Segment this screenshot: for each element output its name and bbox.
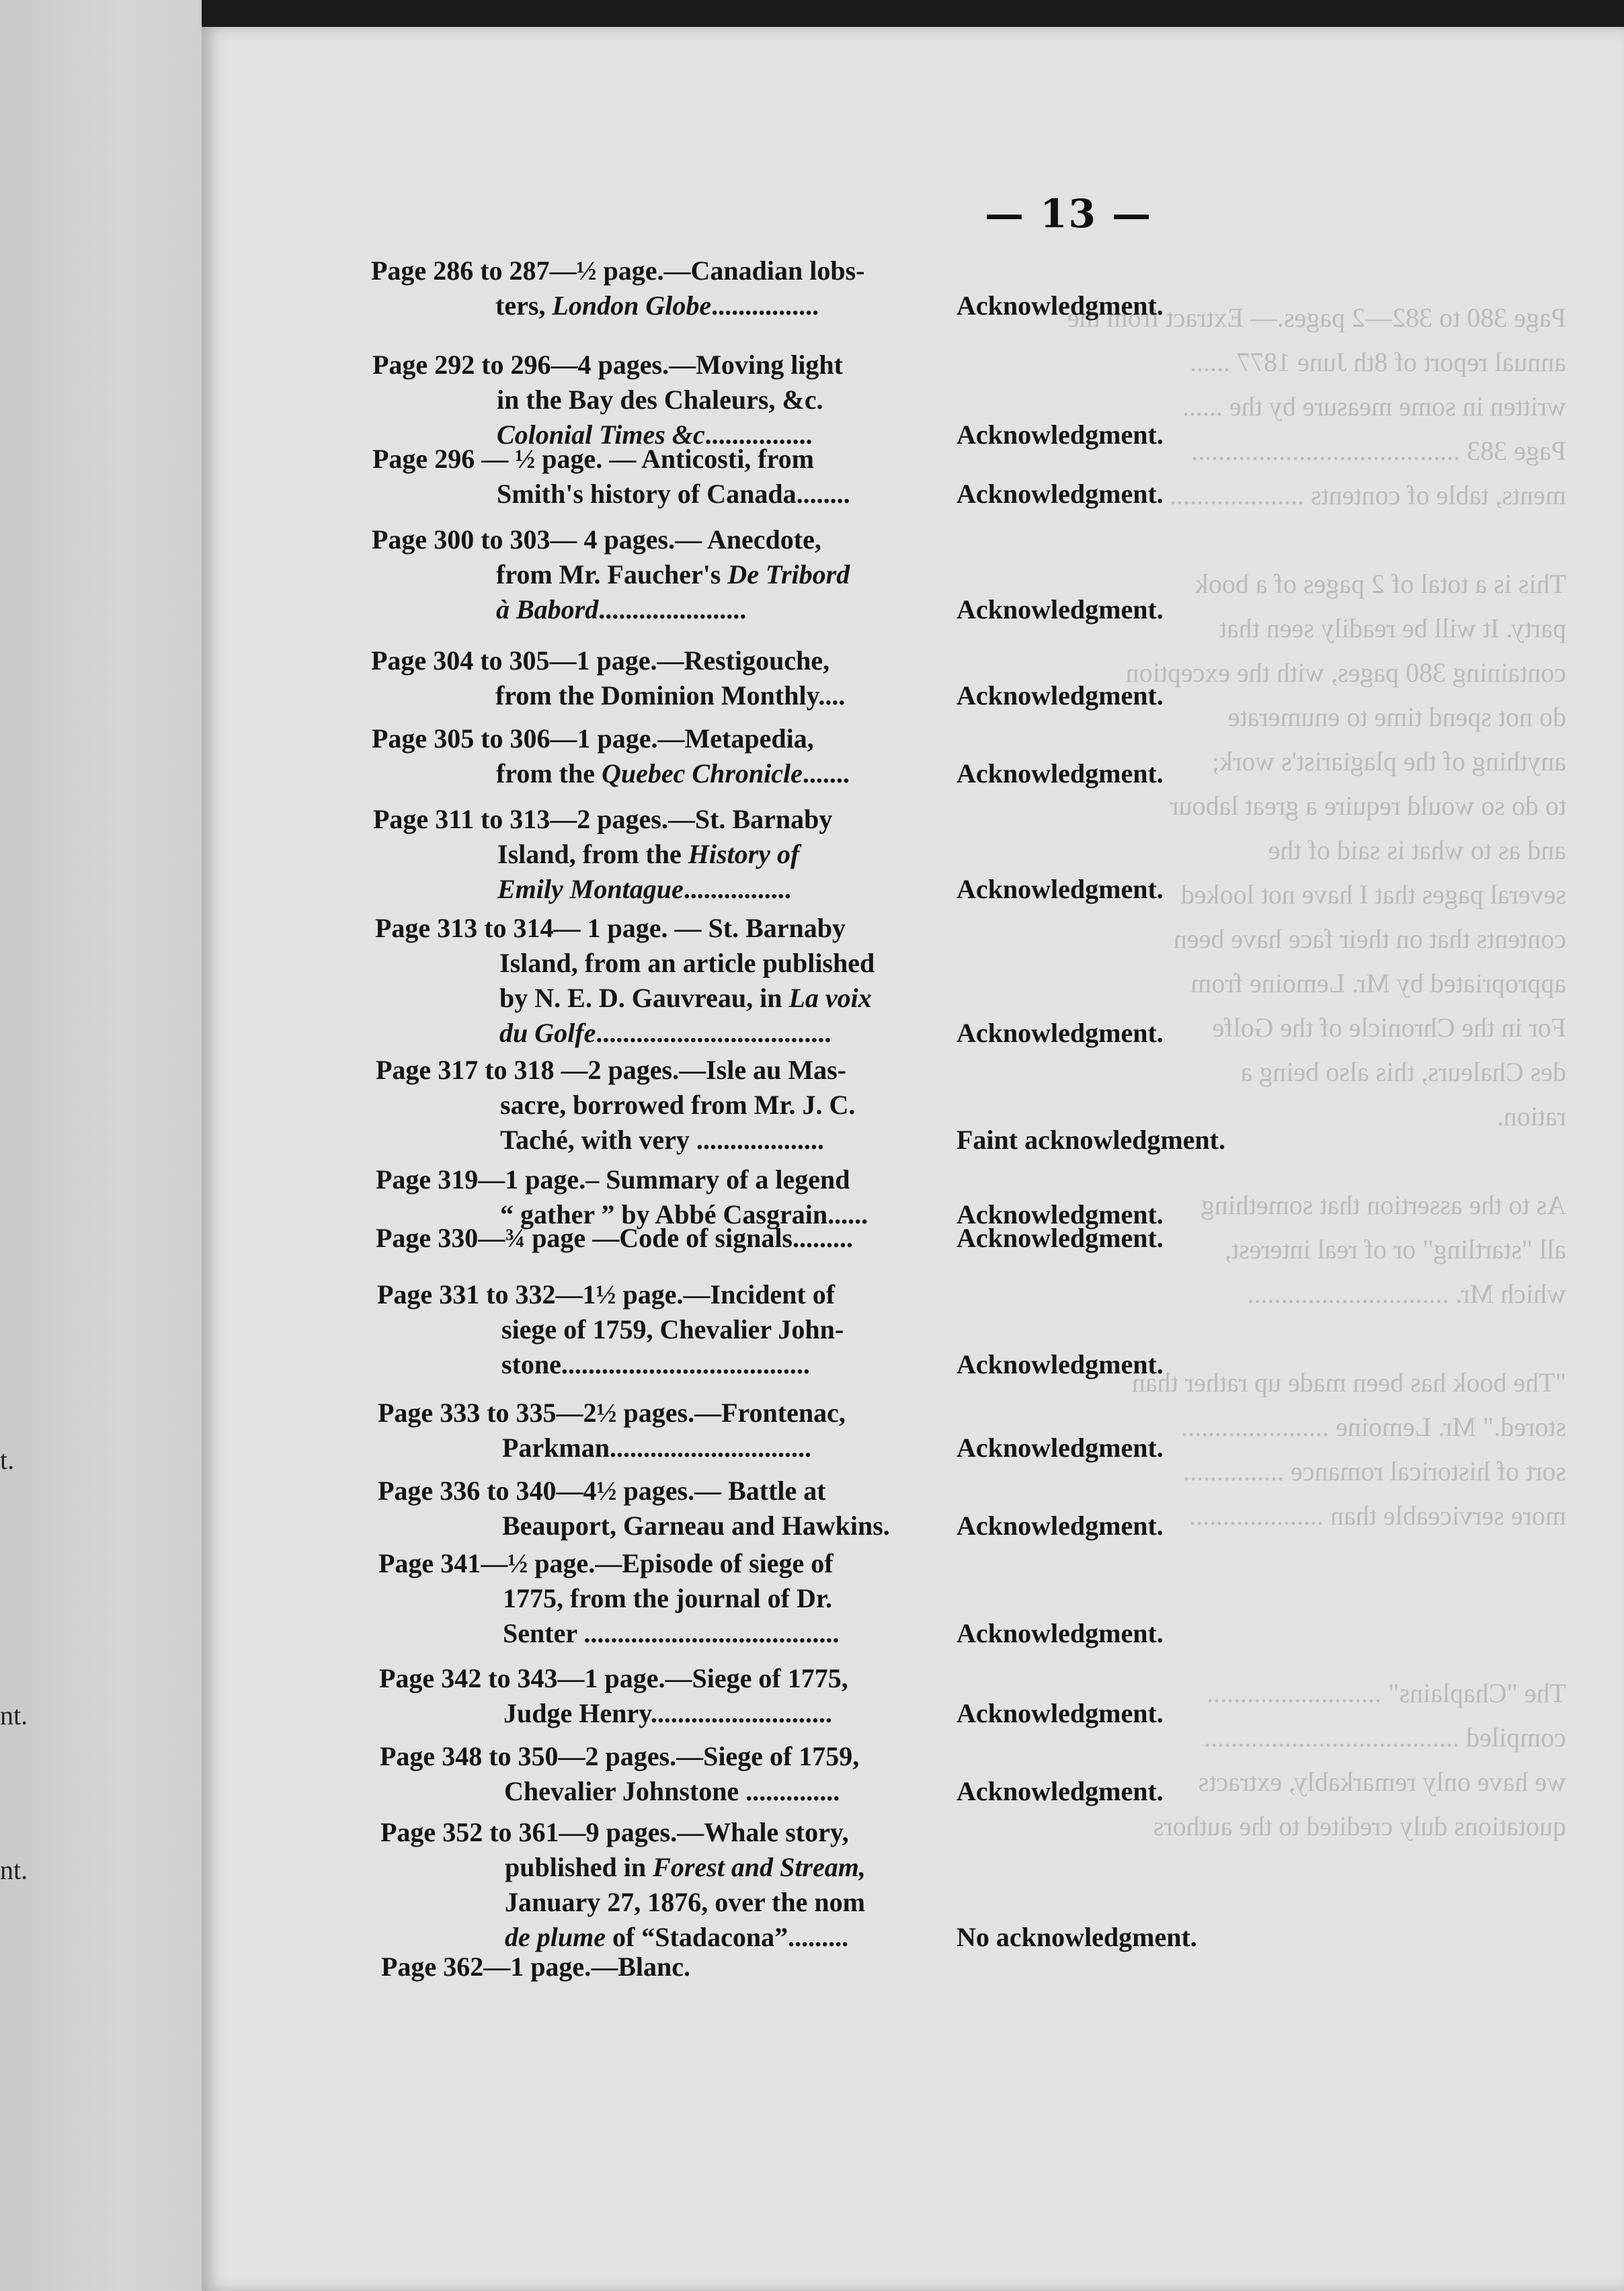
acknowledgment-status: Acknowledgment. — [957, 1349, 1164, 1379]
entry-continuation-line — [372, 756, 1447, 791]
entry-text: Page 319—1 page.– Summary of a legend — [376, 1164, 850, 1195]
list-entry — [379, 1661, 1455, 1731]
list-entry — [380, 1739, 1455, 1809]
entry-continuation-line — [375, 981, 1451, 1016]
entry-text: Page 296 — ½ page. — Anticosti, from — [372, 444, 814, 474]
entry-text: Page 352 to 361—9 pages.—Whale story, — [380, 1817, 849, 1847]
entry-text: Page 304 to 305—1 page.—Restigouche, — [371, 645, 830, 676]
acknowledgment-status: Faint acknowledgment. — [957, 1125, 1225, 1155]
italic-title: La voix — [788, 983, 872, 1013]
entry-text: Page 311 to 313—2 pages.—St. Barnaby — [373, 804, 833, 834]
entry-heading-line — [376, 1053, 1451, 1088]
entry-continuation-line — [379, 1696, 1455, 1731]
entry-continuation-line — [378, 1581, 1454, 1616]
entry-continuation-line — [373, 837, 1449, 872]
plagiarism-list — [202, 27, 1624, 2291]
entry-text — [495, 288, 819, 323]
entry-heading-line — [372, 522, 1447, 557]
entry-text — [503, 1696, 832, 1731]
italic-title: Colonial Times &c — [497, 419, 705, 450]
list-entry — [372, 442, 1448, 512]
entry-heading-line — [372, 721, 1447, 756]
entry-text: Island, from an article published — [499, 948, 875, 978]
text-run: from the Dominion Monthly.... — [495, 680, 846, 711]
entry-continuation-line — [372, 557, 1447, 592]
entry-heading-line — [376, 1162, 1451, 1197]
entry-text: Page 362—1 page.—Blanc. — [381, 1952, 690, 1982]
acknowledgment-status: Acknowledgment. — [957, 1199, 1164, 1230]
text-run: ....... — [802, 758, 850, 789]
entry-text — [496, 592, 746, 627]
entry-text — [499, 1016, 831, 1051]
text-run: Chevalier Johnstone .............. — [504, 1776, 840, 1806]
text-run: Smith's history of Canada........ — [497, 479, 850, 509]
entry-heading-line — [373, 802, 1449, 837]
entry-heading-line — [371, 643, 1447, 678]
entry-continuation-line — [373, 872, 1449, 907]
entry-text — [499, 981, 872, 1016]
entry-heading-line — [378, 1474, 1453, 1509]
entry-text — [502, 1509, 890, 1543]
entry-continuation-line — [378, 1509, 1453, 1543]
acknowledgment-status: Acknowledgment. — [957, 1511, 1164, 1541]
acknowledgment-status: Acknowledgment. — [957, 594, 1164, 625]
italic-title: Emily Montague — [497, 874, 684, 904]
list-entry — [378, 1546, 1454, 1651]
text-run: Judge Henry........................... — [503, 1698, 832, 1728]
entry-text — [497, 477, 850, 512]
entry-continuation-line — [371, 678, 1447, 713]
entry-text: Page 305 to 306—1 page.—Metapedia, — [372, 723, 814, 754]
entry-continuation-line — [378, 1431, 1453, 1465]
italic-title: London Globe — [552, 290, 712, 321]
entry-text: Page 292 to 296—4 pages.—Moving light — [372, 350, 843, 380]
entry-continuation-line — [375, 1016, 1451, 1051]
entry-heading-line — [377, 1277, 1453, 1312]
entry-continuation-line — [380, 1774, 1455, 1809]
acknowledgment-status: Acknowledgment. — [957, 1018, 1164, 1048]
facing-page-fragment: t. — [0, 1445, 15, 1475]
text-run: Beauport, Garneau and Hawkins. — [502, 1511, 890, 1541]
italic-title: De Tribord — [727, 559, 850, 590]
entry-text: Page 313 to 314— 1 page. — St. Barnaby — [375, 913, 846, 943]
list-entry — [377, 1277, 1453, 1382]
text-run: “ gather ” by Abbé Casgrain...... — [500, 1199, 868, 1230]
entry-text: Page 342 to 343—1 page.—Siege of 1775, — [379, 1663, 848, 1693]
entry-text: Page 317 to 318 —2 pages.—Isle au Mas- — [376, 1055, 846, 1085]
entry-continuation-line — [376, 1088, 1451, 1123]
entry-text — [501, 1347, 810, 1382]
text-run: published in — [505, 1852, 653, 1882]
entry-heading-line — [375, 911, 1451, 946]
list-entry — [375, 911, 1451, 1051]
entry-text — [505, 1850, 866, 1885]
entry-heading-line — [379, 1661, 1455, 1696]
entry-continuation-line — [377, 1312, 1453, 1347]
acknowledgment-status: Acknowledgment. — [957, 1776, 1164, 1806]
entry-text: Page 336 to 340—4½ pages.— Battle at — [378, 1476, 826, 1506]
italic-title: de plume — [505, 1922, 606, 1952]
entry-heading-line — [371, 253, 1447, 288]
text-run: Parkman.............................. — [502, 1433, 811, 1463]
entry-continuation-line — [372, 477, 1448, 512]
entry-heading-line — [372, 348, 1448, 383]
text-run: ................................... — [596, 1018, 831, 1048]
text-run: Page 330—¾ page —Code of signals......... — [376, 1223, 853, 1253]
entry-continuation-line — [371, 288, 1447, 323]
text-run: Senter ...................................... — [503, 1618, 840, 1648]
acknowledgment-status: Acknowledgment. — [957, 874, 1164, 904]
entry-heading-line — [378, 1396, 1453, 1431]
entry-text — [496, 557, 850, 592]
entry-continuation-line — [380, 1850, 1456, 1885]
entry-text: January 27, 1876, over the nom — [505, 1887, 865, 1917]
acknowledgment-status: Acknowledgment. — [957, 290, 1164, 321]
text-run: by N. E. D. Gauvreau, in — [499, 983, 789, 1013]
text-run: Island, from the — [497, 839, 688, 869]
entry-text — [495, 678, 845, 713]
text-run: ters, — [495, 290, 553, 321]
entry-text — [497, 837, 799, 872]
acknowledgment-status: Acknowledgment. — [957, 1618, 1164, 1648]
bleed-through-text: Page 380 to 382—2 pages.— Extract from the annual report of 8th June 1877 ...... written in some measure by the ...... Page 383 ........................................ ments, table of contents .................... This is a total of 2 pages of a book party. It will be readily seen that containing 380 pages, with the exception do not spend time to enumerate anything of the plagiarist's work; to do so would require a great labour and as to what is said of the several pages that I have not looked contents that on their face have been appropriated by Mr. Lemoine from For in the Chronicle of the Golfe des Chaleurs, this also being a ration. As to the assertion that something all "startling" or of real interest, which Mr. .............................. "The book has been made up rather than stored." Mr. Lemoine ...................... sort of historical romance ............... more serviceable than .................... The "Chaplains" .......................... compiled ...................................... we have only remarkably, extracts quotations duly credited to the authors — [1067, 303, 1566, 1841]
acknowledgment-status: No acknowledgment. — [957, 1922, 1197, 1952]
list-entry — [372, 721, 1447, 791]
entry-text — [497, 872, 791, 907]
entry-continuation-line — [372, 592, 1447, 627]
list-entry — [371, 253, 1447, 323]
text-run: ................ — [711, 290, 819, 321]
list-entry — [373, 802, 1449, 907]
entry-text — [502, 1431, 811, 1465]
entry-continuation-line — [380, 1885, 1456, 1920]
acknowledgment-status: Acknowledgment. — [957, 1223, 1164, 1253]
entry-text: Page 333 to 335—2½ pages.—Frontenac, — [378, 1398, 846, 1428]
entry-text — [496, 756, 850, 791]
list-entry — [381, 1950, 1457, 1984]
text-run: from Mr. Faucher's — [496, 559, 728, 590]
entry-continuation-line — [376, 1123, 1451, 1158]
entry-text: Page 341—½ page.—Episode of siege of — [378, 1548, 834, 1578]
entry-heading-line — [372, 442, 1448, 477]
italic-title: du Golfe — [499, 1018, 596, 1048]
facing-page-edge — [0, 0, 202, 2291]
acknowledgment-status: Acknowledgment. — [957, 680, 1164, 711]
entry-heading-line — [378, 1546, 1454, 1581]
entry-heading-line — [381, 1950, 1457, 1984]
entry-text: sacre, borrowed from Mr. J. C. — [500, 1090, 856, 1120]
acknowledgment-status: Acknowledgment. — [957, 479, 1164, 509]
entry-text: siege of 1759, Chevalier John- — [501, 1314, 844, 1344]
page-number: — 13 — — [985, 191, 1153, 237]
entry-text — [503, 1616, 839, 1651]
entry-text: Page 286 to 287—½ page.—Canadian lobs- — [371, 255, 865, 286]
text-run: stone..................................... — [501, 1349, 810, 1379]
text-run: of “Stadacona”......... — [605, 1922, 849, 1952]
entry-continuation-line — [372, 383, 1448, 417]
text-run: ...................... — [598, 594, 747, 625]
entry-heading-line — [376, 1221, 1451, 1256]
facing-page-fragment: nt. — [0, 1855, 28, 1885]
list-entry — [378, 1396, 1453, 1465]
italic-title: Forest and Stream, — [653, 1852, 866, 1882]
facing-page-fragment: nt. — [0, 1700, 28, 1730]
italic-title: Quebec Chronicle — [602, 758, 803, 789]
list-entry — [378, 1474, 1453, 1543]
text-run: Taché, with very ................... — [500, 1125, 824, 1155]
entry-continuation-line — [377, 1347, 1453, 1382]
list-entry — [376, 1053, 1451, 1158]
text-run: ................ — [683, 874, 791, 904]
text-run: ................ — [704, 419, 813, 450]
acknowledgment-status: Acknowledgment. — [957, 758, 1164, 789]
entry-text: 1775, from the journal of Dr. — [503, 1583, 832, 1613]
document-page — [202, 27, 1624, 2291]
entry-text: Page 300 to 303— 4 pages.— Anecdote, — [372, 524, 821, 555]
entry-continuation-line — [375, 946, 1451, 981]
list-entry — [380, 1815, 1456, 1955]
acknowledgment-status: Acknowledgment. — [957, 419, 1164, 450]
acknowledgment-status: Acknowledgment. — [957, 1433, 1164, 1463]
entry-text: in the Bay des Chaleurs, &c. — [497, 385, 823, 415]
text-run: from the — [496, 758, 602, 789]
italic-title: History of — [688, 839, 800, 869]
entry-heading-line — [380, 1739, 1455, 1774]
entry-text — [504, 1774, 840, 1809]
list-entry — [372, 348, 1448, 452]
acknowledgment-status: Acknowledgment. — [957, 1698, 1164, 1728]
entry-text — [500, 1123, 824, 1158]
entry-continuation-line — [378, 1616, 1454, 1651]
list-entry — [372, 522, 1447, 627]
entry-text — [376, 1221, 853, 1256]
italic-title: à Babord — [496, 594, 599, 625]
entry-text: Page 348 to 350—2 pages.—Siege of 1759, — [380, 1741, 860, 1771]
entry-heading-line — [380, 1815, 1456, 1850]
entry-text: Page 331 to 332—1½ page.—Incident of — [377, 1279, 836, 1310]
list-entry — [371, 643, 1447, 713]
list-entry — [376, 1221, 1451, 1256]
